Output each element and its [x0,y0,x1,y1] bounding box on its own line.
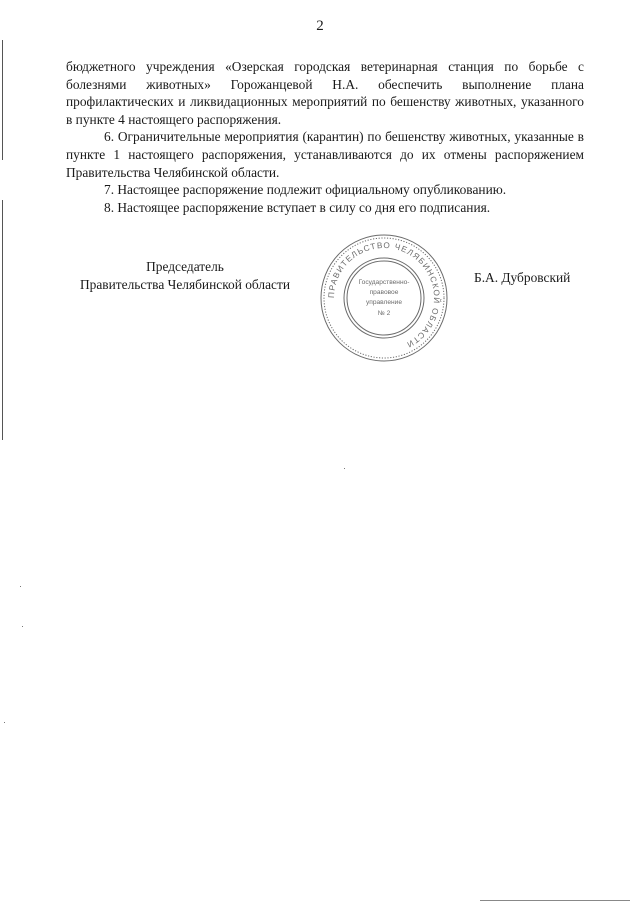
paragraph-8: 8. Настоящее распоряжение вступает в силу со дня его подписания. [104,199,491,215]
seal-inner-line3: управление [365,299,403,306]
signatory-position-line1: Председатель [146,259,224,274]
seal-graphic [318,232,450,364]
scan-speck [20,586,21,587]
scan-margin-line [2,200,3,440]
scan-speck [4,722,5,723]
scan-margin-line [2,40,3,160]
scan-speck [344,468,345,469]
seal-inner-line4: № 2 [377,310,391,317]
seal-inner-line2: правовое [369,289,399,296]
signatory-position-line2: Правительства Челябинской области [80,277,290,292]
paragraph-5-continuation: бюджетного учреждения «Озерская городская ветеринарная станция по борьбе с болезнями животных» Горожанцевой Н.А. обеспечить выполнение плана профилактических и ликвидационных мероприятий по бешенству животных, указанного в пункте 4 настоящего распоряжения. [66,59,584,127]
signatory-position [60,258,310,294]
scan-speck [22,626,23,627]
paragraph-6: 6. Ограничительные мероприятия (карантин) по бешенству животных, указанные в пункте 1 настоящего распоряжения, устанавливаются до их отмены распоряжением Правительства Челябинской области. [66,129,584,180]
document-body [66,58,584,216]
seal-outer-text: ПРАВИТЕЛЬСТВО ЧЕЛЯБИНСКОЙ ОБЛАСТИ [326,240,442,350]
scan-bottom-edge [480,900,630,901]
page-number: 2 [316,18,324,34]
official-seal [318,232,450,364]
seal-inner-line1: Государственно- [358,279,410,286]
signatory-name: Б.А. Дубровский [474,270,571,285]
paragraph-7: 7. Настоящее распоряжение подлежит официальному опубликованию. [104,182,507,198]
